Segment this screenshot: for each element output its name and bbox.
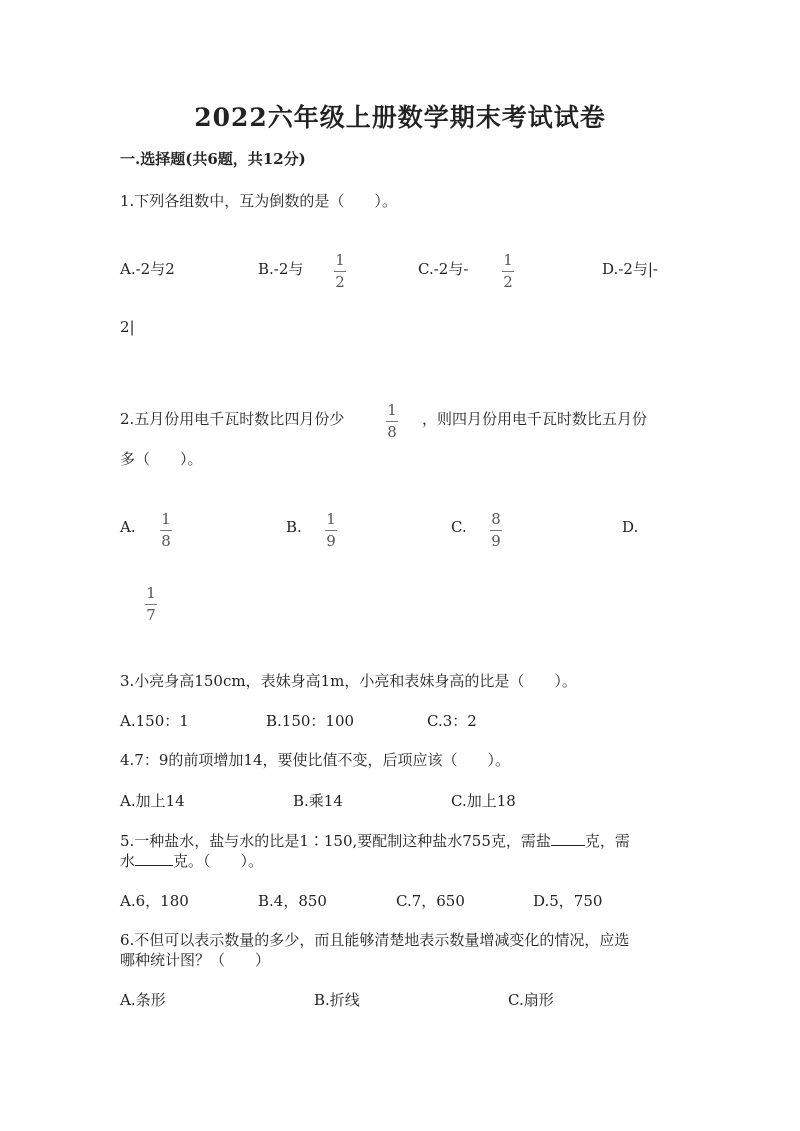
q5-stem-part2: 克，需 [584, 832, 630, 850]
q5-stem-part1: 5.一种盐水，盐与水的比是1∶150,要配制这种盐水755克，需盐 [120, 832, 551, 850]
q2-option-d: D. [622, 518, 639, 536]
q4-option-b: B.乘14 [293, 792, 343, 810]
fraction-denominator: 9 [491, 532, 501, 550]
fraction-denominator: 7 [146, 606, 156, 624]
q5-water-blank [135, 851, 173, 866]
q1-option-b-fraction [334, 253, 346, 290]
q2-option-c: C. [451, 518, 467, 536]
q1-option-b: B.-2与 [258, 260, 304, 278]
q2-option-a: A. [120, 518, 136, 536]
q2-option-a-fraction [160, 512, 172, 549]
q5-option-a: A.6，180 [120, 892, 189, 910]
fraction-numerator: 1 [335, 251, 345, 269]
fraction-denominator: 2 [503, 273, 513, 291]
fraction-numerator: 1 [161, 510, 171, 528]
q3-stem: 3.小亮身高150cm，表妹身高1m，小亮和表妹身高的比是（ ）。 [120, 672, 577, 690]
q5-stem-part4: 克。（ ）。 [173, 852, 264, 870]
q2-stem-part2: ，则四月份用电千瓦时数比五月份 [422, 410, 648, 428]
q6-option-a: A.条形 [120, 991, 166, 1009]
q5-stem-part3: 水 [120, 852, 136, 870]
fraction-numerator: 8 [491, 510, 501, 528]
q6-option-b: B.折线 [314, 991, 360, 1009]
q1-option-c-fraction [502, 253, 514, 290]
fraction-numerator: 1 [326, 510, 336, 528]
fraction-bar [160, 530, 172, 531]
fraction-bar [145, 604, 157, 605]
fraction-numerator: 1 [146, 584, 156, 602]
q4-stem: 4.7：9的前项增加14，要使比值不变，后项应该（ ）。 [120, 751, 510, 769]
q1-option-a: A.-2与2 [120, 260, 175, 278]
q1-option-d-wrap: 2| [120, 318, 135, 336]
q5-option-d: D.5，750 [533, 892, 603, 910]
q3-option-b: B.150：100 [266, 712, 355, 730]
q6-option-c: C.扇形 [508, 991, 554, 1009]
fraction-denominator: 8 [387, 423, 397, 441]
fraction-denominator: 2 [335, 273, 345, 291]
q2-stem-fraction [386, 403, 398, 440]
q1-stem: 1.下列各组数中，互为倒数的是（ ）。 [120, 192, 397, 210]
fraction-denominator: 9 [326, 532, 336, 550]
q5-stem-line2 [120, 850, 263, 871]
q5-option-c: C.7，650 [396, 892, 465, 910]
q4-option-a: A.加上14 [120, 792, 185, 810]
fraction-bar [334, 271, 346, 272]
fraction-denominator: 8 [161, 532, 171, 550]
fraction-bar [490, 530, 502, 531]
section-heading: 一.选择题(共6题，共12分) [120, 150, 306, 168]
q2-option-b-fraction [325, 512, 337, 549]
q2-option-b: B. [286, 518, 302, 536]
fraction-bar [325, 530, 337, 531]
q6-stem-line2: 哪种统计图？（ ） [120, 951, 271, 969]
q3-option-c: C.3：2 [427, 712, 477, 730]
fraction-numerator: 1 [387, 401, 397, 419]
q2-option-c-fraction [490, 512, 502, 549]
q2-option-d-fraction [145, 586, 157, 623]
q3-option-a: A.150：1 [120, 712, 189, 730]
q2-stem-part3: 多（ ）。 [120, 450, 203, 468]
q5-option-b: B.4，850 [258, 892, 327, 910]
q2-stem-part1: 2.五月份用电千瓦时数比四月份少 [120, 410, 345, 428]
q5-salt-blank [551, 831, 585, 846]
q4-option-c: C.加上18 [451, 792, 516, 810]
q6-stem-line1: 6.不但可以表示数量的多少，而且能够清楚地表示数量增减变化的情况，应选 [120, 931, 630, 949]
page-title: 2022六年级上册数学期末考试试卷 [194, 103, 606, 132]
q1-option-c: C.-2与- [418, 260, 469, 278]
q5-stem-line1 [120, 830, 630, 851]
fraction-bar [386, 421, 398, 422]
q1-option-d: D.-2与|- [602, 260, 658, 278]
fraction-bar [502, 271, 514, 272]
fraction-numerator: 1 [503, 251, 513, 269]
